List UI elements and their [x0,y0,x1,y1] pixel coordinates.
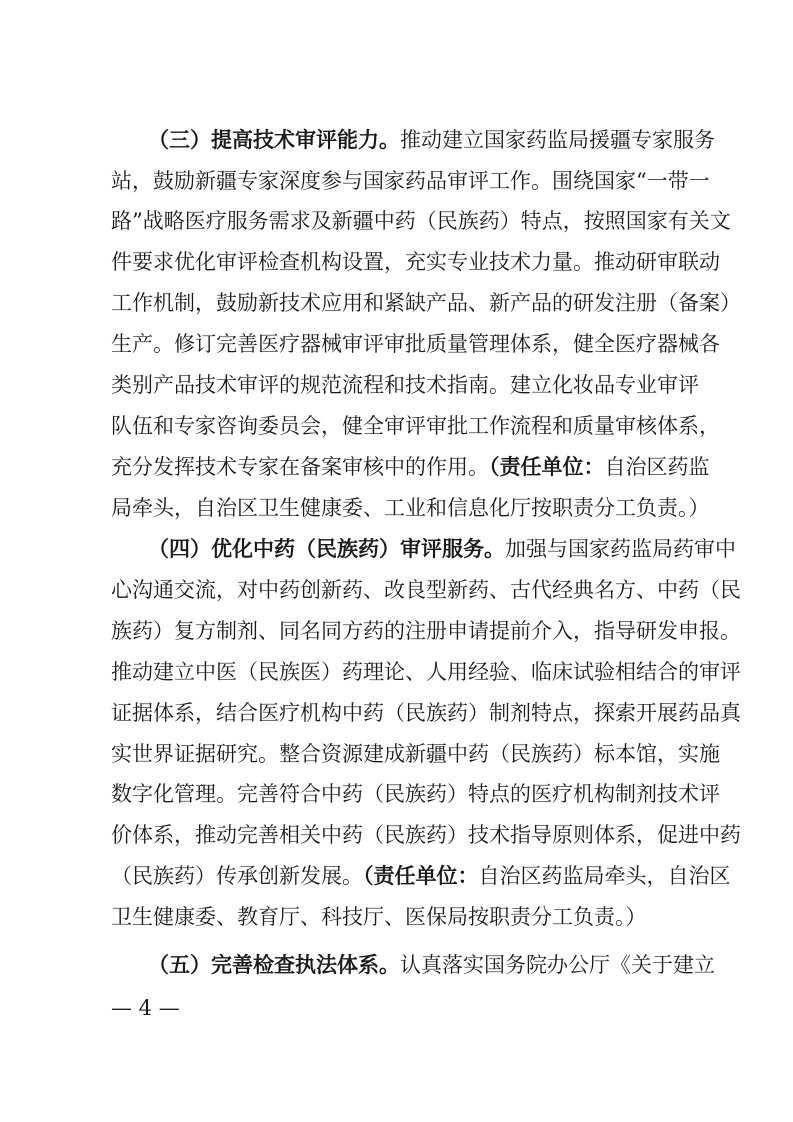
para4-line-7: 数字化管理。完善符合中药（民族药）特点的医疗机构制剂技术评 [111,782,720,806]
para3-text-end: 充分发挥技术专家在备案审核中的作用。 [111,455,489,479]
para3-line-7: 类别产品技术审评的规范流程和技术指南。建立化妆品专业审评 [111,373,699,397]
para4-line-2: 心沟通交流，对中药创新药、改良型新药、古代经典名方、中药（民 [111,578,741,602]
para3-line-10: 局牵头，自治区卫生健康委、工业和信息化厅按职责分工负责。） [111,496,710,520]
para3-line-2: 站，鼓励新疆专家深度参与国家药品审评工作。围绕国家“一带一 [111,169,710,193]
para5-line-1 [148,950,715,980]
para3-resp-label: （责任单位： [489,455,605,479]
para3-line-3: 路”战略医疗服务需求及新疆中药（民族药）特点，按照国家有关文 [111,209,731,233]
para3-line-8: 队伍和专家咨询委员会，健全审评审批工作流程和质量审核体系， [111,414,720,438]
para4-heading: （四）优化中药（民族药）审评服务。 [148,537,505,561]
para4-line-9 [111,861,731,891]
para3-line-5: 工作机制，鼓励新技术应用和紧缺产品、新产品的研发注册（备案） [111,291,741,315]
para3-line-6: 生产。修订完善医疗器械审评审批质量管理体系，健全医疗器械各 [111,332,720,356]
para4-line-1 [148,534,736,564]
para3-line-1 [148,125,715,155]
para3-line-9 [111,452,710,482]
para3-line-4: 件要求优化审评检查机构设置，充实专业技术力量。推动研审联动 [111,250,720,274]
page-number: — 4 — [111,996,180,1020]
para5-text: 认真落实国务院办公厅《关于建立 [400,953,715,977]
para5-heading: （五）完善检查执法体系。 [148,953,400,977]
para3-text: 推动建立国家药监局援疆专家服务 [400,128,715,152]
para4-resp-text-1: 自治区药监局牵头，自治区 [478,864,731,888]
para4-line-4: 推动建立中医（民族医）药理论、人用经验、临床试验相结合的审评 [111,660,741,684]
para4-resp-label: （责任单位： [363,864,479,888]
para4-line-6: 实世界证据研究。整合资源建成新疆中药（民族药）标本馆，实施 [111,742,720,766]
para3-heading: （三）提高技术审评能力。 [148,128,400,152]
para4-line-10: 卫生健康委、教育厅、科技厅、医保局按职责分工负责。） [111,905,647,929]
para4-line-8: 价体系，推动完善相关中药（民族药）技术指导原则体系，促进中药 [111,823,741,847]
para4-line-3: 族药）复方制剂、同名同方药的注册申请提前介入，指导研发申报。 [111,619,741,643]
para3-resp-text-1: 自治区药监 [604,455,710,479]
para4-text: 加强与国家药监局药审中 [505,537,736,561]
para4-line-5: 证据体系，结合医疗机构中药（民族药）制剂特点，探索开展药品真 [111,701,741,725]
para4-text-end: （民族药）传承创新发展。 [111,864,363,888]
